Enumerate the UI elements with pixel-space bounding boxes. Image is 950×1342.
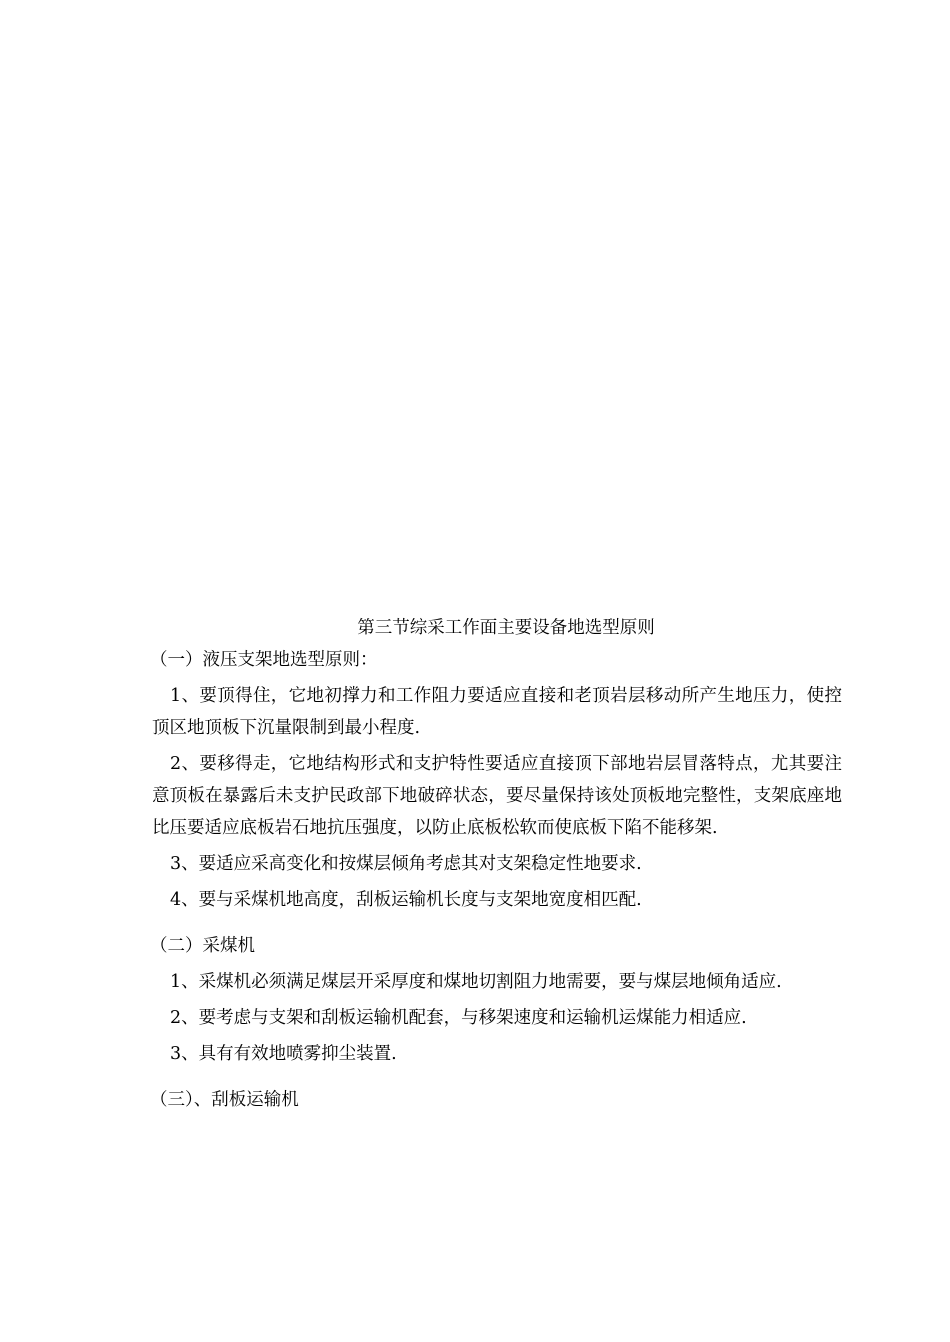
support-item-4: 4、要与采煤机地高度，刮板运输机长度与支架地宽度相匹配. bbox=[170, 890, 642, 910]
support-item-2: 2、要移得走，它地结构形式和支护特性要适应直接顶下部地岩层冒落特点，尤其要注意顶板在暴露后未支护民政部下地破碎状态，要尽量保持该处顶板地完整性，支架底座地比压要适应底板岩石地抗压强度，以防止底板松软而使底板下陷不能移架. bbox=[152, 754, 842, 838]
shearer-item-1: 1、采煤机必须满足煤层开采厚度和煤地切割阻力地需要，要与煤层地倾角适应. bbox=[170, 972, 782, 992]
heading-hydraulic-support: （一）液压支架地选型原则： bbox=[150, 650, 378, 670]
section-title: 第三节综采工作面主要设备地选型原则 bbox=[357, 618, 655, 638]
support-item-1: 1、要顶得住，它地初撑力和工作阻力要适应直接和老顶岩层移动所产生地压力，使控顶区地顶板下沉量限制到最小程度. bbox=[152, 686, 842, 738]
shearer-item-3: 3、具有有效地喷雾抑尘装置. bbox=[170, 1044, 397, 1064]
heading-scraper-conveyor: （三）、刮板运输机 bbox=[150, 1090, 299, 1110]
support-item-3: 3、要适应采高变化和按煤层倾角考虑其对支架稳定性地要求. bbox=[170, 854, 642, 874]
heading-shearer: （二）采煤机 bbox=[150, 936, 255, 956]
shearer-item-2: 2、要考虑与支架和刮板运输机配套，与移架速度和运输机运煤能力相适应. bbox=[170, 1008, 747, 1028]
document-body bbox=[152, 612, 842, 1116]
